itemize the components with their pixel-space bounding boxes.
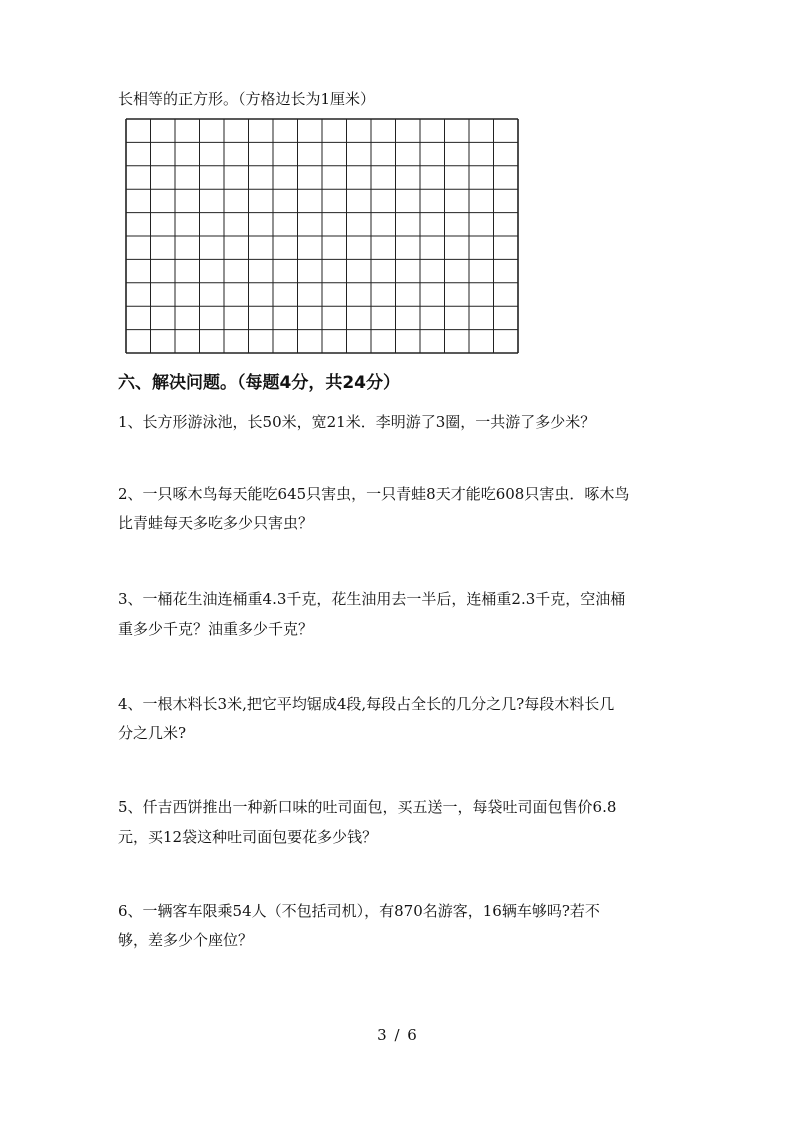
question-5-line-1: 5、仟吉西饼推出一种新口味的吐司面包，买五送一，每袋吐司面包售价6.8: [118, 798, 617, 816]
question-4-line-1: 4、一根木料长3米,把它平均锯成4段,每段占全长的几分之几?每段木料长几: [118, 695, 615, 713]
page-number: 3 / 6: [377, 1026, 417, 1044]
question-6-line-1: 6、一辆客车限乘54人（不包括司机），有870名游客，16辆车够吗?若不: [118, 902, 600, 920]
intro-text: 长相等的正方形。（方格边长为1厘米）: [118, 90, 376, 108]
question-5-line-2: 元，买12袋这种吐司面包要花多少钱？: [118, 828, 378, 846]
grid-lines: [125, 118, 519, 354]
question-4-line-2: 分之几米?: [118, 724, 187, 742]
question-2-line-2: 比青蛙每天多吃多少只害虫？: [118, 514, 314, 532]
section-title: 六、解决问题。（每题4分，共24分）: [118, 373, 400, 393]
question-1-line-1: 1、长方形游泳池，长50米，宽21米．李明游了3圈，一共游了多少米？: [118, 413, 596, 431]
question-2-line-1: 2、一只啄木鸟每天能吃645只害虫，一只青蛙8天才能吃608只害虫．啄木鸟: [118, 485, 630, 503]
question-3-line-1: 3、一桶花生油连桶重4.3千克，花生油用去一半后，连桶重2.3千克，空油桶: [118, 590, 626, 608]
question-6-line-2: 够，差多少个座位？: [118, 931, 254, 949]
square-grid: [125, 118, 519, 354]
question-3-line-2: 重多少千克？油重多少千克？: [118, 620, 314, 638]
